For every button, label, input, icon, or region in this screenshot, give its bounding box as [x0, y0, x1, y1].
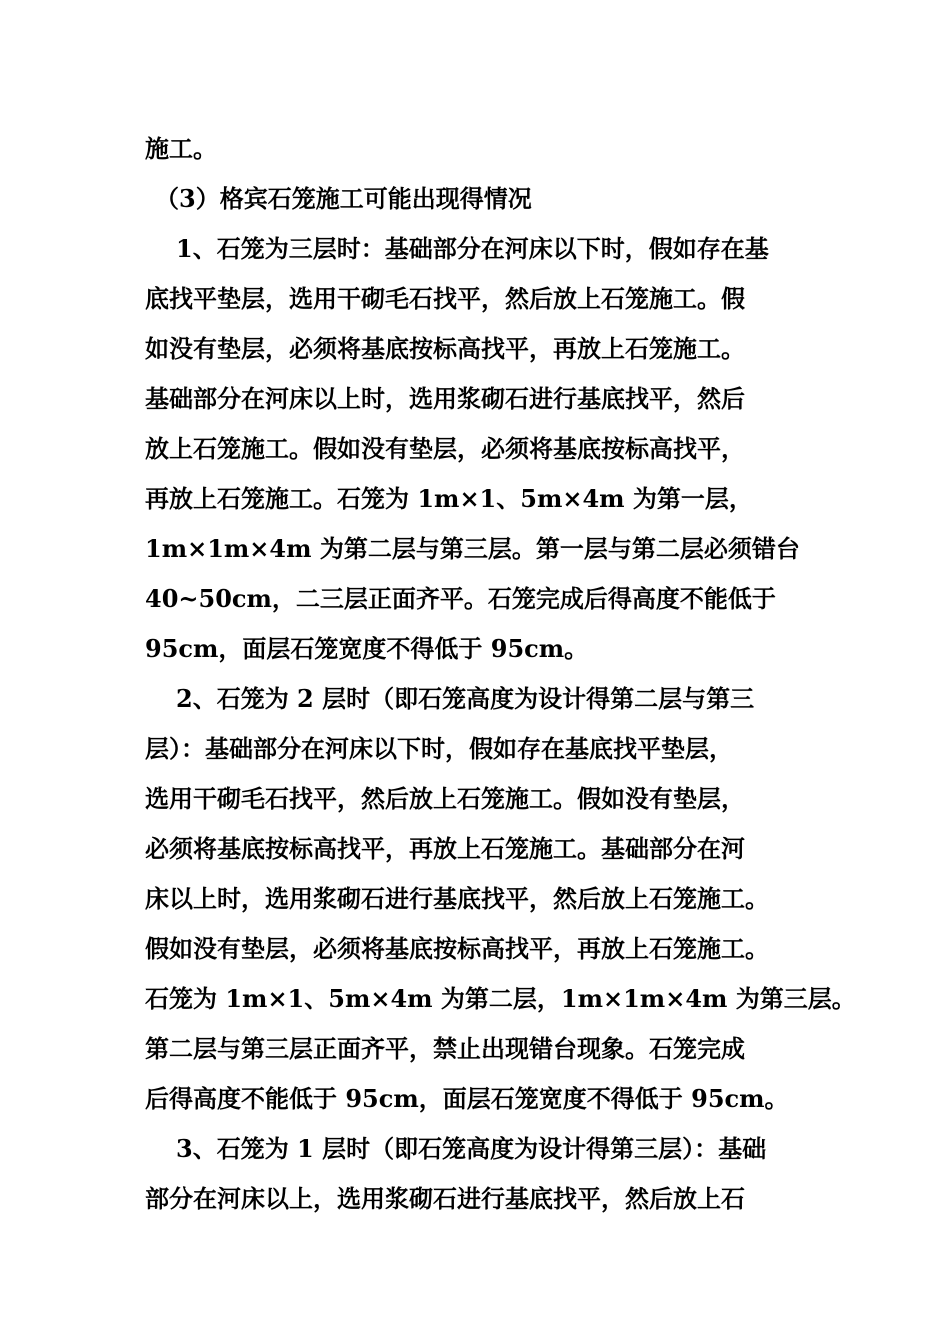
text-line: 第二层与第三层正面齐平，禁止出现错台现象。石笼完成 — [145, 1034, 745, 1063]
text-line: 层）：基础部分在河床以下时，假如存在基底找平垫层， — [145, 734, 733, 763]
text-line: 2、石笼为 2 层时（即石笼高度为设计得第二层与第三 — [176, 684, 755, 713]
text-line: 部分在河床以上，选用浆砌石进行基底找平，然后放上石 — [145, 1184, 745, 1213]
text-line: 施工。 — [145, 134, 217, 163]
text-line: 1、石笼为三层时：基础部分在河床以下时，假如存在基 — [176, 234, 769, 263]
text-line: 选用干砌毛石找平，然后放上石笼施工。假如没有垫层， — [145, 784, 745, 813]
text-line: 3、石笼为 1 层时（即石笼高度为设计得第三层）：基础 — [176, 1134, 767, 1163]
text-line: 必须将基底按标高找平，再放上石笼施工。基础部分在河 — [145, 834, 745, 863]
text-line: 95cm，面层石笼宽度不得低于 95cm。 — [145, 634, 589, 663]
text-line: 如没有垫层，必须将基底按标高找平，再放上石笼施工。 — [145, 334, 745, 363]
text-line: 基础部分在河床以上时，选用浆砌石进行基底找平，然后 — [145, 384, 745, 413]
text-line: 假如没有垫层，必须将基底按标高找平，再放上石笼施工。 — [145, 934, 769, 963]
text-line: 床以上时，选用浆砌石进行基底找平，然后放上石笼施工。 — [145, 884, 769, 913]
text-line: 放上石笼施工。假如没有垫层，必须将基底按标高找平， — [145, 434, 745, 463]
section-heading: （3）格宾石笼施工可能出现得情况 — [155, 184, 532, 213]
text-line: 1m×1m×4m 为第二层与第三层。第一层与第二层必须错台 — [145, 534, 800, 563]
text-line: 40~50cm，二三层正面齐平。石笼完成后得高度不能低于 — [145, 584, 776, 613]
text-line: 再放上石笼施工。石笼为 1m×1、5m×4m 为第一层， — [145, 484, 753, 513]
text-line: 后得高度不能低于 95cm，面层石笼宽度不得低于 95cm。 — [145, 1084, 789, 1113]
text-line: 底找平垫层，选用干砌毛石找平，然后放上石笼施工。假 — [145, 284, 745, 313]
text-line: 石笼为 1m×1、5m×4m 为第二层，1m×1m×4m 为第三层。 — [145, 984, 856, 1013]
